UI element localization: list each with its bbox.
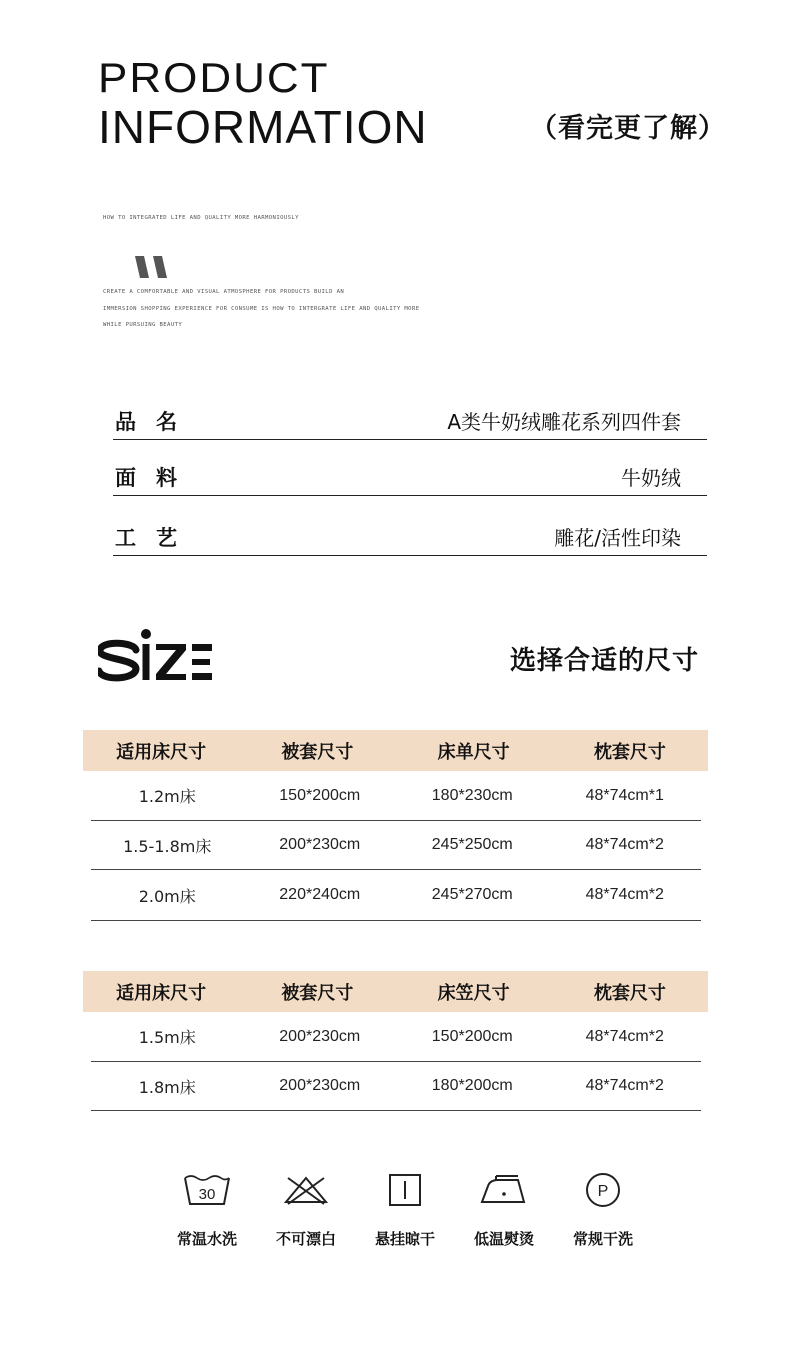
cell-bed-size: 1.2m床: [138, 787, 196, 806]
cell-duvet-size: 150*200cm: [279, 786, 361, 804]
care-item-dry-clean: [566, 1172, 640, 1249]
care-label: 不可漂白: [275, 1230, 336, 1248]
info-value: A类牛奶绒雕花系列四件套: [447, 410, 681, 434]
header-pillow-size: 枕套尺寸: [593, 982, 666, 1004]
header-subtitle: （看完更了解）: [530, 113, 726, 144]
info-row-craft: [113, 516, 707, 556]
size-table-sheet: [83, 730, 708, 921]
cell-pillow-size: 48*74cm*1: [585, 786, 664, 804]
low-iron-icon: [480, 1172, 528, 1208]
care-item-bleach: [269, 1172, 343, 1249]
cell-duvet-size: 200*230cm: [279, 1077, 361, 1094]
header-duvet-size: 被套尺寸: [281, 741, 354, 763]
cell-bed-size: 1.5m床: [138, 1028, 196, 1047]
quote-mark-icon: [135, 256, 169, 278]
cell-fitted-sheet-size: 150*200cm: [431, 1027, 513, 1045]
cell-pillow-size: 48*74cm*2: [585, 1077, 664, 1094]
table-header: [83, 730, 708, 771]
care-item-hang-dry: [368, 1172, 442, 1249]
header-pillow-size: 枕套尺寸: [593, 741, 666, 763]
cell-pillow-size: 48*74cm*2: [585, 1027, 664, 1045]
header-duvet-size: 被套尺寸: [281, 982, 354, 1004]
wash-temp-text: 30: [198, 1186, 216, 1203]
cell-duvet-size: 220*240cm: [279, 886, 361, 903]
care-label: 常规干洗: [572, 1230, 633, 1248]
care-label: 悬挂晾干: [374, 1230, 435, 1248]
cell-pillow-size: 48*74cm*2: [585, 886, 664, 903]
care-item-iron: [467, 1172, 541, 1249]
header-fitted-sheet-size: 床笠尺寸: [437, 982, 510, 1004]
dry-clean-p-icon: [579, 1172, 627, 1208]
info-row-product-name: [113, 400, 707, 440]
size-table-fitted: [83, 971, 708, 1111]
title-line-product: PRODUCT: [98, 55, 330, 102]
size-logo: [98, 628, 213, 682]
dry-clean-letter: P: [597, 1183, 609, 1200]
wash-30-icon: [183, 1172, 231, 1208]
info-label: 品名: [115, 410, 197, 434]
cell-duvet-size: 200*230cm: [279, 836, 361, 853]
size-subtitle: 选择合适的尺寸: [510, 646, 700, 676]
care-label: 常温水洗: [176, 1230, 237, 1248]
header-bed-size: 适用床尺寸: [116, 741, 207, 763]
table-row: [91, 870, 701, 921]
info-row-fabric: [113, 456, 707, 496]
info-label: 面料: [115, 466, 197, 490]
tagline: HOW TO INTEGRATED LIFE AND QUALITY MORE HARMONIOUSLY: [103, 215, 299, 221]
care-item-wash: [170, 1172, 244, 1249]
cell-duvet-size: 200*230cm: [279, 1027, 361, 1045]
no-bleach-icon: [282, 1172, 330, 1208]
description-line-3: WHILE PURSUING BEAUTY: [103, 322, 183, 328]
cell-sheet-size: 245*250cm: [431, 836, 513, 853]
cell-pillow-size: 48*74cm*2: [585, 836, 664, 853]
description-line-1: CREATE A COMFORTABLE AND VISUAL ATMOSPHERE FOR PRODUCTS BUILD AN: [103, 289, 345, 295]
cell-sheet-size: 180*230cm: [431, 786, 513, 804]
cell-bed-size: 2.0m床: [138, 886, 196, 906]
cell-sheet-size: 245*270cm: [431, 886, 513, 903]
care-instructions: [170, 1172, 640, 1249]
cell-bed-size: 1.5-1.8m床: [123, 836, 212, 856]
info-label: 工艺: [115, 526, 197, 550]
cell-fitted-sheet-size: 180*200cm: [431, 1077, 513, 1094]
product-information-title: [98, 55, 428, 153]
description-line-2: IMMERSION SHOPPING EXPERIENCE FOR CONSUME IS HOW TO INTERGRATE LIFE AND QUALITY MORE: [103, 306, 420, 312]
info-value: 牛奶绒: [621, 466, 681, 490]
header-bed-size: 适用床尺寸: [116, 982, 207, 1004]
hang-dry-icon: [381, 1172, 429, 1208]
header-sheet-size: 床单尺寸: [437, 741, 510, 763]
table-row: [91, 1062, 701, 1111]
title-line-information: INFORMATION: [98, 101, 428, 153]
table-row: [91, 1012, 701, 1062]
table-row: [91, 821, 701, 870]
table-row: [91, 771, 701, 821]
info-value: 雕花/活性印染: [554, 526, 681, 550]
care-label: 低温熨烫: [473, 1230, 534, 1248]
table-header: [83, 971, 708, 1012]
cell-bed-size: 1.8m床: [138, 1077, 196, 1097]
